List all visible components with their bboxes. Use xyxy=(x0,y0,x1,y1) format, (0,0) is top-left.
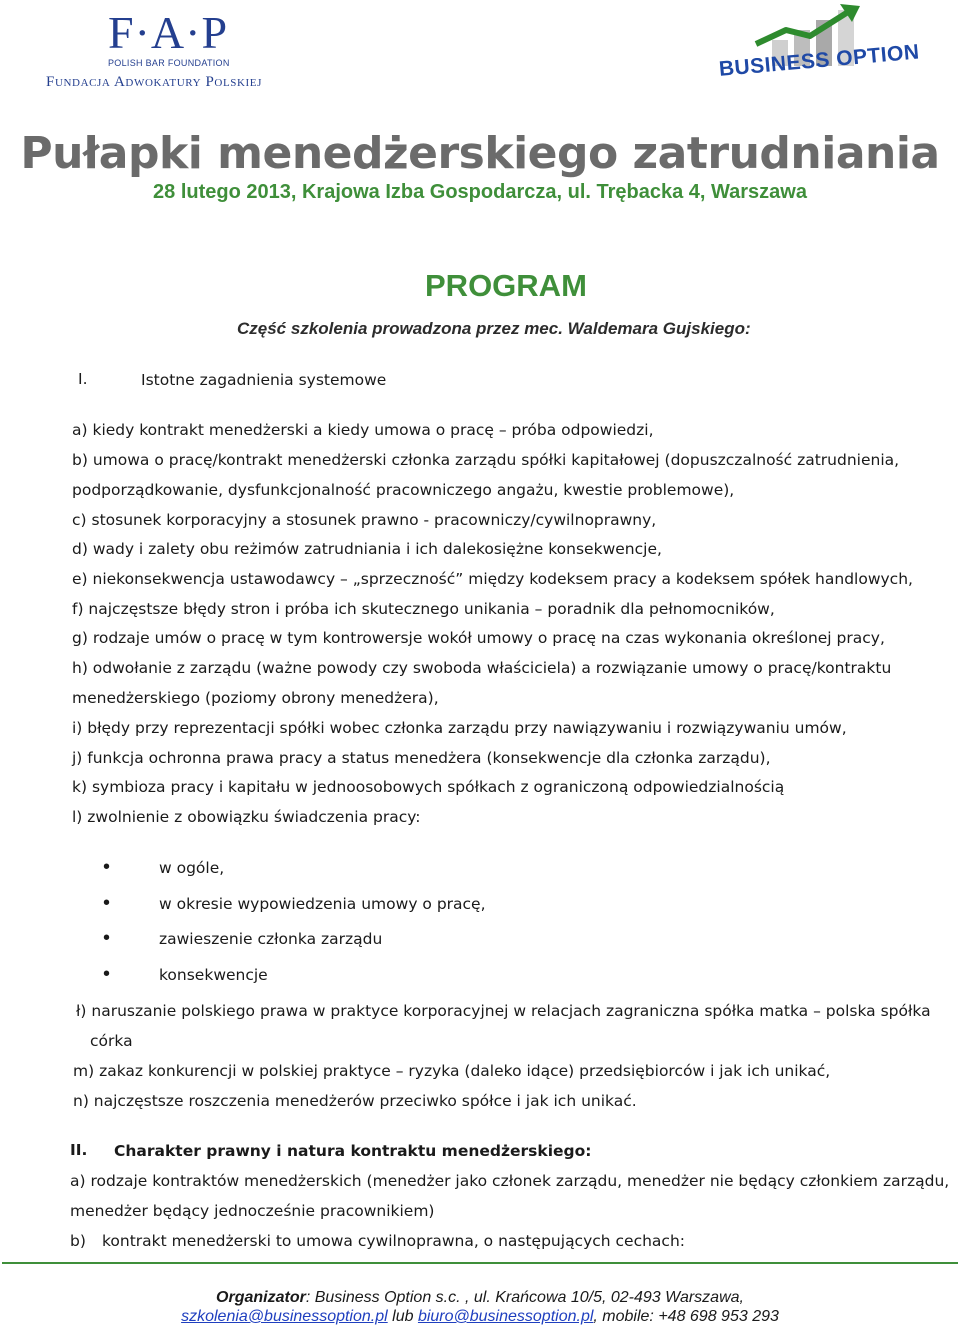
bullet-item: zawieszenie członka zarządu xyxy=(159,930,383,948)
bullet-item: w okresie wypowiedzenia umowy o pracę, xyxy=(159,895,486,913)
section-1-number: I. xyxy=(78,370,88,388)
list-item: menedżerskiego (poziomy obrony menedżera), xyxy=(72,689,439,707)
list-item: ł) naruszanie polskiego prawa w praktyce korporacyjnej w relacjach zagraniczna spółka matka – polska spółka xyxy=(76,1002,931,1020)
footer-divider xyxy=(2,1262,958,1264)
fap-logo xyxy=(46,7,278,94)
list-item: h) odwołanie z zarządu (ważne powody czy swoboda właściciela) a rozwiązanie umowy o pracę/kontraktu xyxy=(72,659,892,677)
list-item-label: b) xyxy=(70,1232,86,1250)
event-details: 28 lutego 2013, Krajowa Izba Gospodarcza, ul. Trębacka 4, Warszawa xyxy=(153,181,807,203)
bullet-item: konsekwencje xyxy=(159,966,268,984)
list-item: g) rodzaje umów o pracę w tym kontrowersje wokół umowy o pracę na czas wykonania określonej pracy, xyxy=(72,629,885,647)
section-2-number: II. xyxy=(70,1141,88,1159)
part-info: Część szkolenia prowadzona przez mec. Waldemara Gujskiego: xyxy=(237,319,751,338)
list-item: a) rodzaje kontraktów menedżerskich (menedżer jako członek zarządu, menedżer nie będący członkiem zarządu, xyxy=(70,1172,950,1190)
list-item: f) najczęstsze błędy stron i próba ich skutecznego unikania – poradnik dla pełnomocników, xyxy=(72,600,775,618)
list-item: c) stosunek korporacyjny a stosunek prawno - pracowniczy/cywilnoprawny, xyxy=(72,511,657,529)
footer-organizer xyxy=(0,1289,960,1307)
list-item: e) niekonsekwencja ustawodawcy – „sprzeczność” między kodeksem pracy a kodeksem spółek handlowych, xyxy=(72,570,913,588)
list-item: m) zakaz konkurencji w polskiej praktyce – ryzyka (daleko idące) przedsiębiorców i jak ich unikać, xyxy=(73,1062,831,1080)
bullet-item: w ogóle, xyxy=(159,859,225,877)
list-item: j) funkcja ochronna prawa pracy a status menedżera (konsekwencje dla członka zarządu), xyxy=(72,749,771,767)
business-option-logo-text: BUSINESS OPTION xyxy=(718,40,921,81)
bullet-icon: • xyxy=(103,892,111,914)
bullet-icon: • xyxy=(103,963,111,985)
section-1-title: Istotne zagadnienia systemowe xyxy=(141,371,387,389)
fap-logo-letters: F·A·P xyxy=(108,7,229,58)
footer-mobile: , mobile: +48 698 953 293 xyxy=(593,1308,779,1325)
footer-organizer-label: Organizator xyxy=(216,1289,306,1306)
list-item: i) błędy przy reprezentacji spółki wobec członka zarządu przy nawiązywaniu i rozwiązywaniu umów, xyxy=(72,719,847,737)
bullet-icon: • xyxy=(103,927,111,949)
business-option-logo xyxy=(712,0,921,100)
page-title: Pułapki menedżerskiego zatrudniania xyxy=(20,128,940,179)
footer-contact xyxy=(0,1308,960,1326)
section-2-title: Charakter prawny i natura kontraktu menedżerskiego: xyxy=(114,1142,592,1160)
list-item: d) wady i zalety obu reżimów zatrudniania i ich dalekosiężne konsekwencje, xyxy=(72,540,662,558)
list-item: menedżer będący jednocześnie pracownikiem) xyxy=(70,1202,435,1220)
list-item: k) symbioza pracy i kapitału w jednoosobowych spółkach z ograniczoną odpowiedzialnością xyxy=(72,778,785,796)
bullet-icon: • xyxy=(103,856,111,878)
email-link-biuro[interactable]: biuro@businessoption.pl xyxy=(417,1308,594,1325)
footer-organizer-text: : Business Option s.c. , ul. Krańcowa 10/5, 02-493 Warszawa, xyxy=(305,1289,744,1306)
fap-logo-name: Fundacja Adwokatury Polskiej xyxy=(46,74,262,90)
list-item: b) umowa o pracę/kontrakt menedżerski członka zarządu spółki kapitałowej (dopuszczalność zatrudnienia, xyxy=(72,451,900,469)
email-link-szkolenia[interactable]: szkolenia@businessoption.pl xyxy=(181,1308,388,1325)
list-item: podporządkowanie, dysfunkcjonalność pracowniczego angażu, kwestie problemowe), xyxy=(72,481,735,499)
list-item: n) najczęstsze roszczenia menedżerów przeciwko spółce i jak ich unikać. xyxy=(73,1092,637,1110)
list-item: l) zwolnienie z obowiązku świadczenia pracy: xyxy=(72,808,421,826)
list-item: kontrakt menedżerski to umowa cywilnoprawna, o następujących cechach: xyxy=(102,1232,685,1250)
footer-or: lub xyxy=(387,1308,418,1325)
list-item: córka xyxy=(90,1032,133,1050)
program-heading: PROGRAM xyxy=(425,268,587,303)
fap-logo-subtitle: POLISH BAR FOUNDATION xyxy=(108,58,230,68)
list-item: a) kiedy kontrakt menedżerski a kiedy umowa o pracę – próba odpowiedzi, xyxy=(72,421,654,439)
